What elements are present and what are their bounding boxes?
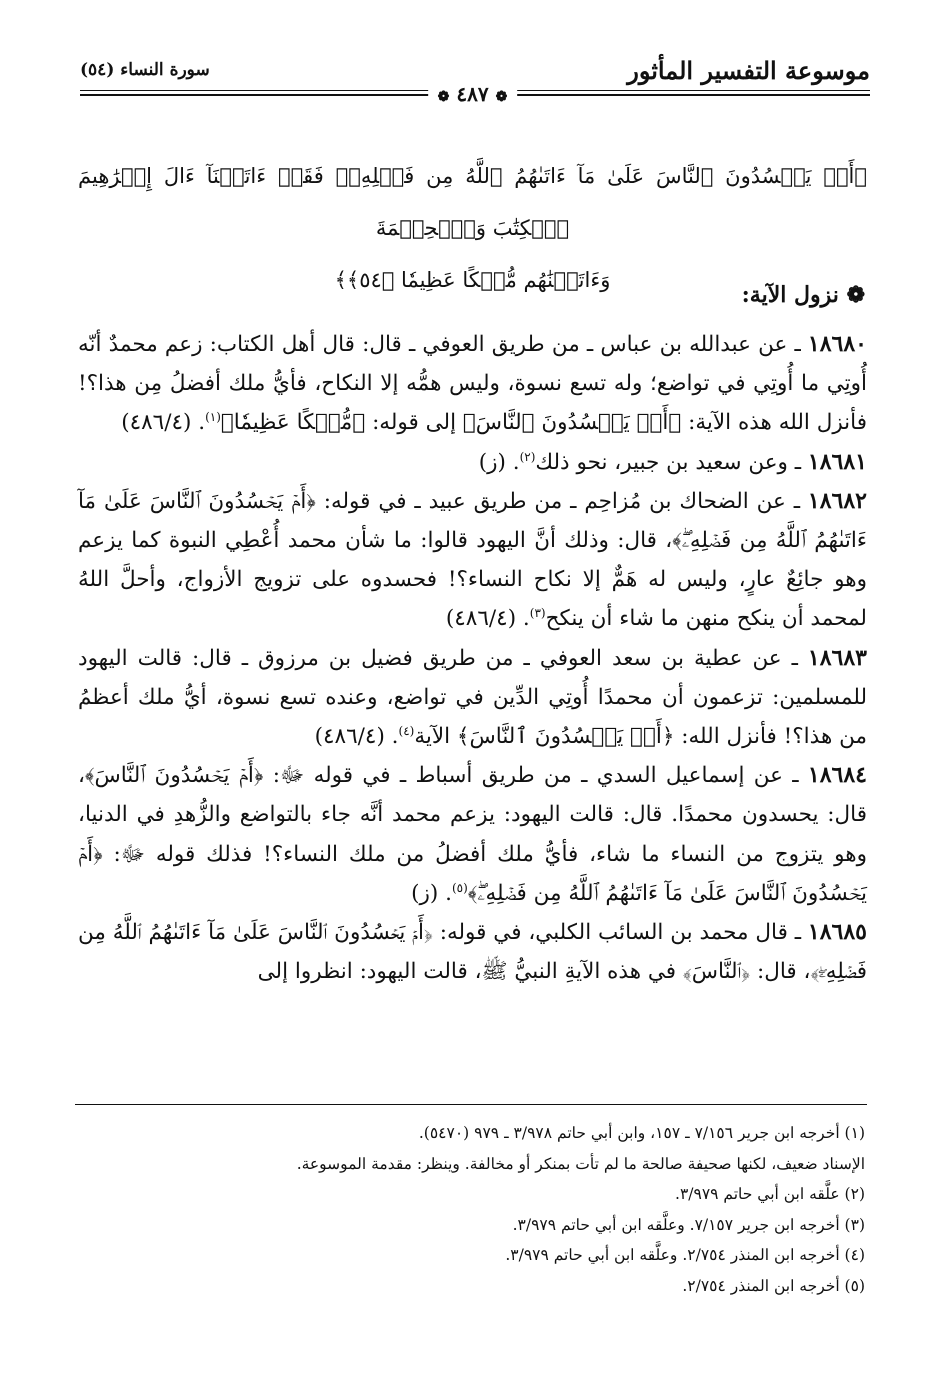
narration-text: الآية <box>414 724 457 750</box>
narration <box>78 913 867 991</box>
narration-text: ـ وعن سعيد بن جبير، نحو ذلك <box>535 449 808 475</box>
narration <box>78 325 867 443</box>
narration-text: ، قال: وذلك أنَّ اليهود قالوا: ما شأن محمد أُعْطِي النبوة كما يزعم وهو جائِعٌ عارٍ، وليس له هَمٌّ إلا نكاح النساء؟! فحسدوه على تزويج الأزواج، وأحلَّ اللهُ لمحمد أن ينكح منهن ما شاء أن ينكح <box>78 528 867 632</box>
narration <box>78 639 867 757</box>
narrations-body <box>78 325 867 991</box>
page-number: ٤٨٧ <box>456 82 489 106</box>
narration-text: ـ عن الضحاك بن مُزاحِم ـ من طريق عبيد ـ في قوله: <box>315 488 808 514</box>
surah-label: سورة النساء (٥٤) <box>80 60 210 80</box>
footnote-ref: (٥) <box>451 880 468 895</box>
footnote-separator <box>75 1104 867 1105</box>
section-heading <box>742 282 865 308</box>
footnote-ref: (١) <box>205 410 221 425</box>
narration-text: في هذه الآيةِ النبيُّ ﷺ، قالت اليهود: انظروا إلى <box>257 959 683 985</box>
ornament-left-icon: ❁ <box>495 89 508 105</box>
narration-number: ١٨٦٨١ <box>807 448 867 475</box>
footnote: (٣) أخرجه ابن جرير ٧/١٥٧. وعلَّقه ابن أبي حاتم ٣/٩٧٩. <box>512 1215 865 1234</box>
quran-quote: ﴿أَمۡ يَحۡسُدُونَ ٱلنَّاسَ﴾ <box>456 724 675 750</box>
narration-number: ١٨٦٨٤ <box>807 762 867 789</box>
footnote-ref: (٣) <box>529 606 546 621</box>
page-number-box <box>428 82 518 106</box>
narration-number: ١٨٦٨٣ <box>807 644 867 671</box>
quran-quote: ﴿أَمۡ يَحۡسُدُونَ ٱلنَّاسَ﴾ <box>462 410 682 436</box>
narration-number: ١٨٦٨٠ <box>807 331 867 357</box>
footnote: (٥) أخرجه ابن المنذر ٢/٧٥٤. <box>682 1276 865 1295</box>
narration-ref: . (٤٨٦/٤) <box>314 724 399 750</box>
narration-text: ـ عن عبدالله بن عباس ـ من طريق العوفي ـ قال: قال أهل الكتاب: زعم محمدٌ أنّه أُوتِي ما أُوتِي في تواضع؛ وله تسع نسوة، وليس همُّه إلا النكاح، فأيُّ ملك أفضلُ مِن هذا؟! فأنزل الله هذه الآية: <box>78 332 867 436</box>
verse-line-1: ﴿أَمۡ يَحۡسُدُونَ ٱلنَّاسَ عَلَىٰ مَآ ءَاتَىٰهُمُ ٱللَّهُ مِن فَضۡلِهِۦۖ فَقَدۡ ءَاتَيۡنَآ ءَالَ إِبۡرَٰهِيمَ ٱلۡكِتَٰبَ وَٱلۡحِكۡمَةَ <box>78 164 867 240</box>
quran-quote: ﴿أَمۡ يَحۡسُدُونَ ٱلنَّاسَ﴾ <box>84 763 264 789</box>
narration-ref: . (٤٨٦/٤) <box>121 410 206 436</box>
quran-quote: ﴿مُّلۡكًا عَظِيمٗا﴾ <box>220 410 366 436</box>
ornament-right-icon: ❁ <box>437 89 450 105</box>
narration-number: ١٨٦٨٢ <box>807 487 867 514</box>
footnote: (٤) أخرجه ابن المنذر ٢/٧٥٤. وعلَّقه ابن أبي حاتم ٣/٩٧٩. <box>505 1246 865 1264</box>
narration <box>78 482 867 639</box>
footnote-ref: (٢) <box>519 449 536 464</box>
narration <box>78 756 867 913</box>
narration-text: ـ عن إسماعيل السدي ـ من طريق أسباط ـ في قوله ﷻ: <box>263 763 808 789</box>
narration-text: ، قال: <box>750 959 811 985</box>
quran-quote: ﴿أَمۡ يَحۡسُدُونَ ٱلنَّاسَ عَلَىٰ مَآ ءَاتَىٰهُمُ ٱللَّهُ مِن فَضۡلِهِۦۖ﴾ <box>78 920 867 985</box>
section-title: نزول الآية: <box>741 282 839 308</box>
narration-ref: . (٤٨٦/٤) <box>445 606 530 632</box>
narration-ref: . (ز) <box>478 449 520 475</box>
narration <box>78 443 867 482</box>
narration-text: إلى قوله: <box>365 410 463 436</box>
narration-text: ، قال: يحسدون محمدًا. قال: قالت اليهود: يزعم محمد أنَّه جاء بالتواضع والزُّهدِ في الدنيا، وهو يتزوج من النساء ما شاء، فأيُّ ملك أفضلُ من ملك النساء؟! فذلك قوله ﷻ: <box>78 763 867 867</box>
quran-quote: ﴿أَمۡ يَحۡسُدُونَ ٱلنَّاسَ عَلَىٰ مَآ ءَاتَىٰهُمُ ٱللَّهُ مِن فَضۡلِهِۦۖ﴾ <box>78 488 867 554</box>
narration-text: ـ عن عطية بن سعد العوفي ـ من طريق فضيل بن مرزوق ـ قال: قالت اليهود للمسلمين: تزعمون أن محمدًا أُوتِي الدِّين في تواضع، وعنده تسع نسوة، أيُّ ملك أعظمُ من هذا؟! فأنزل الله: <box>78 645 867 750</box>
book-title: موسوعة التفسير المأثور <box>627 56 870 85</box>
footnote: الإسناد ضعيف، لكنها صحيفة صالحة ما لم تأت بمنكر أو مخالفة. وينظر: مقدمة الموسوعة. <box>296 1154 865 1173</box>
narration-ref: . (ز) <box>411 880 452 906</box>
footnotes <box>80 1118 865 1301</box>
verse-line-2: وَءَاتَيۡنَٰهُم مُّلۡكًا عَظِيمٗا ﴿٥٤﴾﴾ <box>334 268 611 292</box>
quran-quote: ﴿ٱلنَّاسَ﴾ <box>682 959 751 985</box>
footnote: (١) أخرجه ابن جرير ٧/١٥٦ ـ ١٥٧، وابن أبي حاتم ٣/٩٧٨ ـ ٩٧٩ (٥٤٧٠). <box>418 1124 865 1142</box>
flower-ornament-icon: ❁ <box>846 282 865 308</box>
quran-quote: ﴿أَمۡ يَحۡسُدُونَ ٱلنَّاسَ عَلَىٰ مَآ ءَاتَىٰهُمُ ٱللَّهُ مِن فَضۡلِهِۦۖ﴾ <box>78 841 867 906</box>
footnote-ref: (٤) <box>398 723 415 738</box>
narration-number: ١٨٦٨٥ <box>807 919 867 946</box>
footnote: (٢) علَّقه ابن أبي حاتم ٣/٩٧٩. <box>675 1185 865 1203</box>
narration-text: ـ قال محمد بن السائب الكلبي، في قوله: <box>432 920 808 946</box>
